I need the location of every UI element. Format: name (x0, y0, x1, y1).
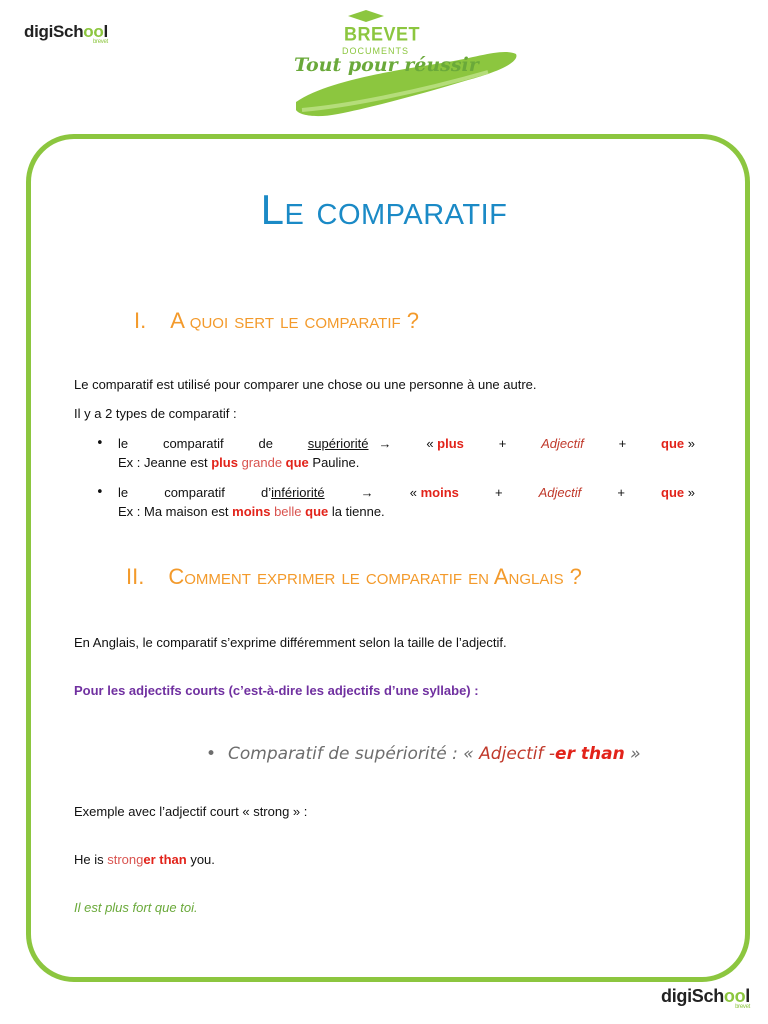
word: comparatif (162, 436, 224, 451)
section-1-heading (134, 308, 419, 334)
example-inferiority: Ex : Ma maison est moins belle que la tienne. (118, 504, 385, 519)
keyword-que: que (661, 485, 685, 500)
brevet-tagline: Tout pour réussir (294, 54, 479, 76)
brand-infinity: oo (83, 22, 104, 41)
term-superiority: supériorité (307, 436, 369, 451)
digischool-logo-footer (661, 986, 750, 1010)
brand-text: digiSch (24, 22, 84, 41)
brand-text: digiSch (661, 986, 724, 1006)
bullet-superiority (118, 436, 695, 451)
short-adjectives-label: Pour les adjectifs courts (c’est-à-dire les adjectifs d’une syllabe) : (74, 683, 479, 698)
example-sentence: He is stronger than you. (74, 852, 215, 867)
example-label: Exemple avec l’adjectif court « strong » : (74, 804, 308, 819)
example-superiority: Ex : Jeanne est plus grande que Pauline. (118, 455, 360, 470)
page-title: Le comparatif (260, 186, 508, 233)
term-inferiority: infériorité (271, 485, 325, 500)
arrow-right-icon: → (378, 436, 392, 451)
operator: + (494, 485, 503, 500)
word: comparatif (164, 485, 225, 500)
keyword-moins: moins (420, 485, 459, 500)
section-1-title: A quoi sert le comparatif ? (170, 308, 420, 333)
bullet-inferiority (118, 485, 695, 500)
brevet-title: BREVET (344, 22, 421, 45)
operator: + (498, 436, 507, 451)
rule-er-than: er than (555, 744, 625, 764)
keyword-adjectif: Adjectif (541, 436, 584, 451)
quote-open: « (426, 436, 438, 451)
arrow-right-icon: → (360, 485, 374, 500)
operator: + (618, 436, 627, 451)
section-2-intro: En Anglais, le comparatif s’exprime différemment selon la taille de l’adjectif. (74, 635, 507, 650)
section-1-intro: Le comparatif est utilisé pour comparer une chose ou une personne à une autre. (74, 377, 537, 392)
example-translation: Il est plus fort que toi. (74, 900, 198, 915)
brevet-logo (288, 10, 523, 128)
brand-sub: brevet (735, 1004, 750, 1010)
keyword-que: que (661, 436, 685, 451)
section-2-title: Comment exprimer le comparatif en Anglais ? (168, 564, 582, 589)
bullet-icon: • (206, 744, 217, 764)
operator: + (617, 485, 625, 500)
word: d’ (260, 485, 272, 500)
word: de (258, 436, 273, 451)
rule-superiority: • Comparatif de supériorité : « Adjectif -er than » (206, 744, 641, 764)
quote-close: » (684, 485, 695, 500)
bullet-icon: • (96, 485, 104, 500)
section-1-types: Il y a 2 types de comparatif : (74, 406, 237, 421)
graduation-cap-icon (348, 10, 384, 22)
brevet-docs: DOCUMENTS (342, 46, 409, 56)
section-2-number: II. (126, 564, 145, 589)
keyword-adjectif: Adjectif (538, 485, 582, 500)
keyword-plus: plus (437, 436, 464, 451)
brand-text-end: l (103, 22, 108, 41)
word: le (118, 436, 129, 451)
word: le (118, 485, 129, 500)
brand-text-end: l (745, 986, 750, 1006)
digischool-logo (24, 22, 108, 45)
brand-sub: brevet (93, 39, 108, 45)
rule-adjectif: Adjectif - (479, 744, 556, 764)
quote-open: « (409, 485, 421, 500)
section-2-heading (126, 564, 582, 590)
section-1-number: I. (134, 308, 147, 333)
quote-close: » (684, 436, 695, 451)
bullet-icon: • (96, 436, 104, 451)
brand-infinity: oo (723, 986, 746, 1006)
